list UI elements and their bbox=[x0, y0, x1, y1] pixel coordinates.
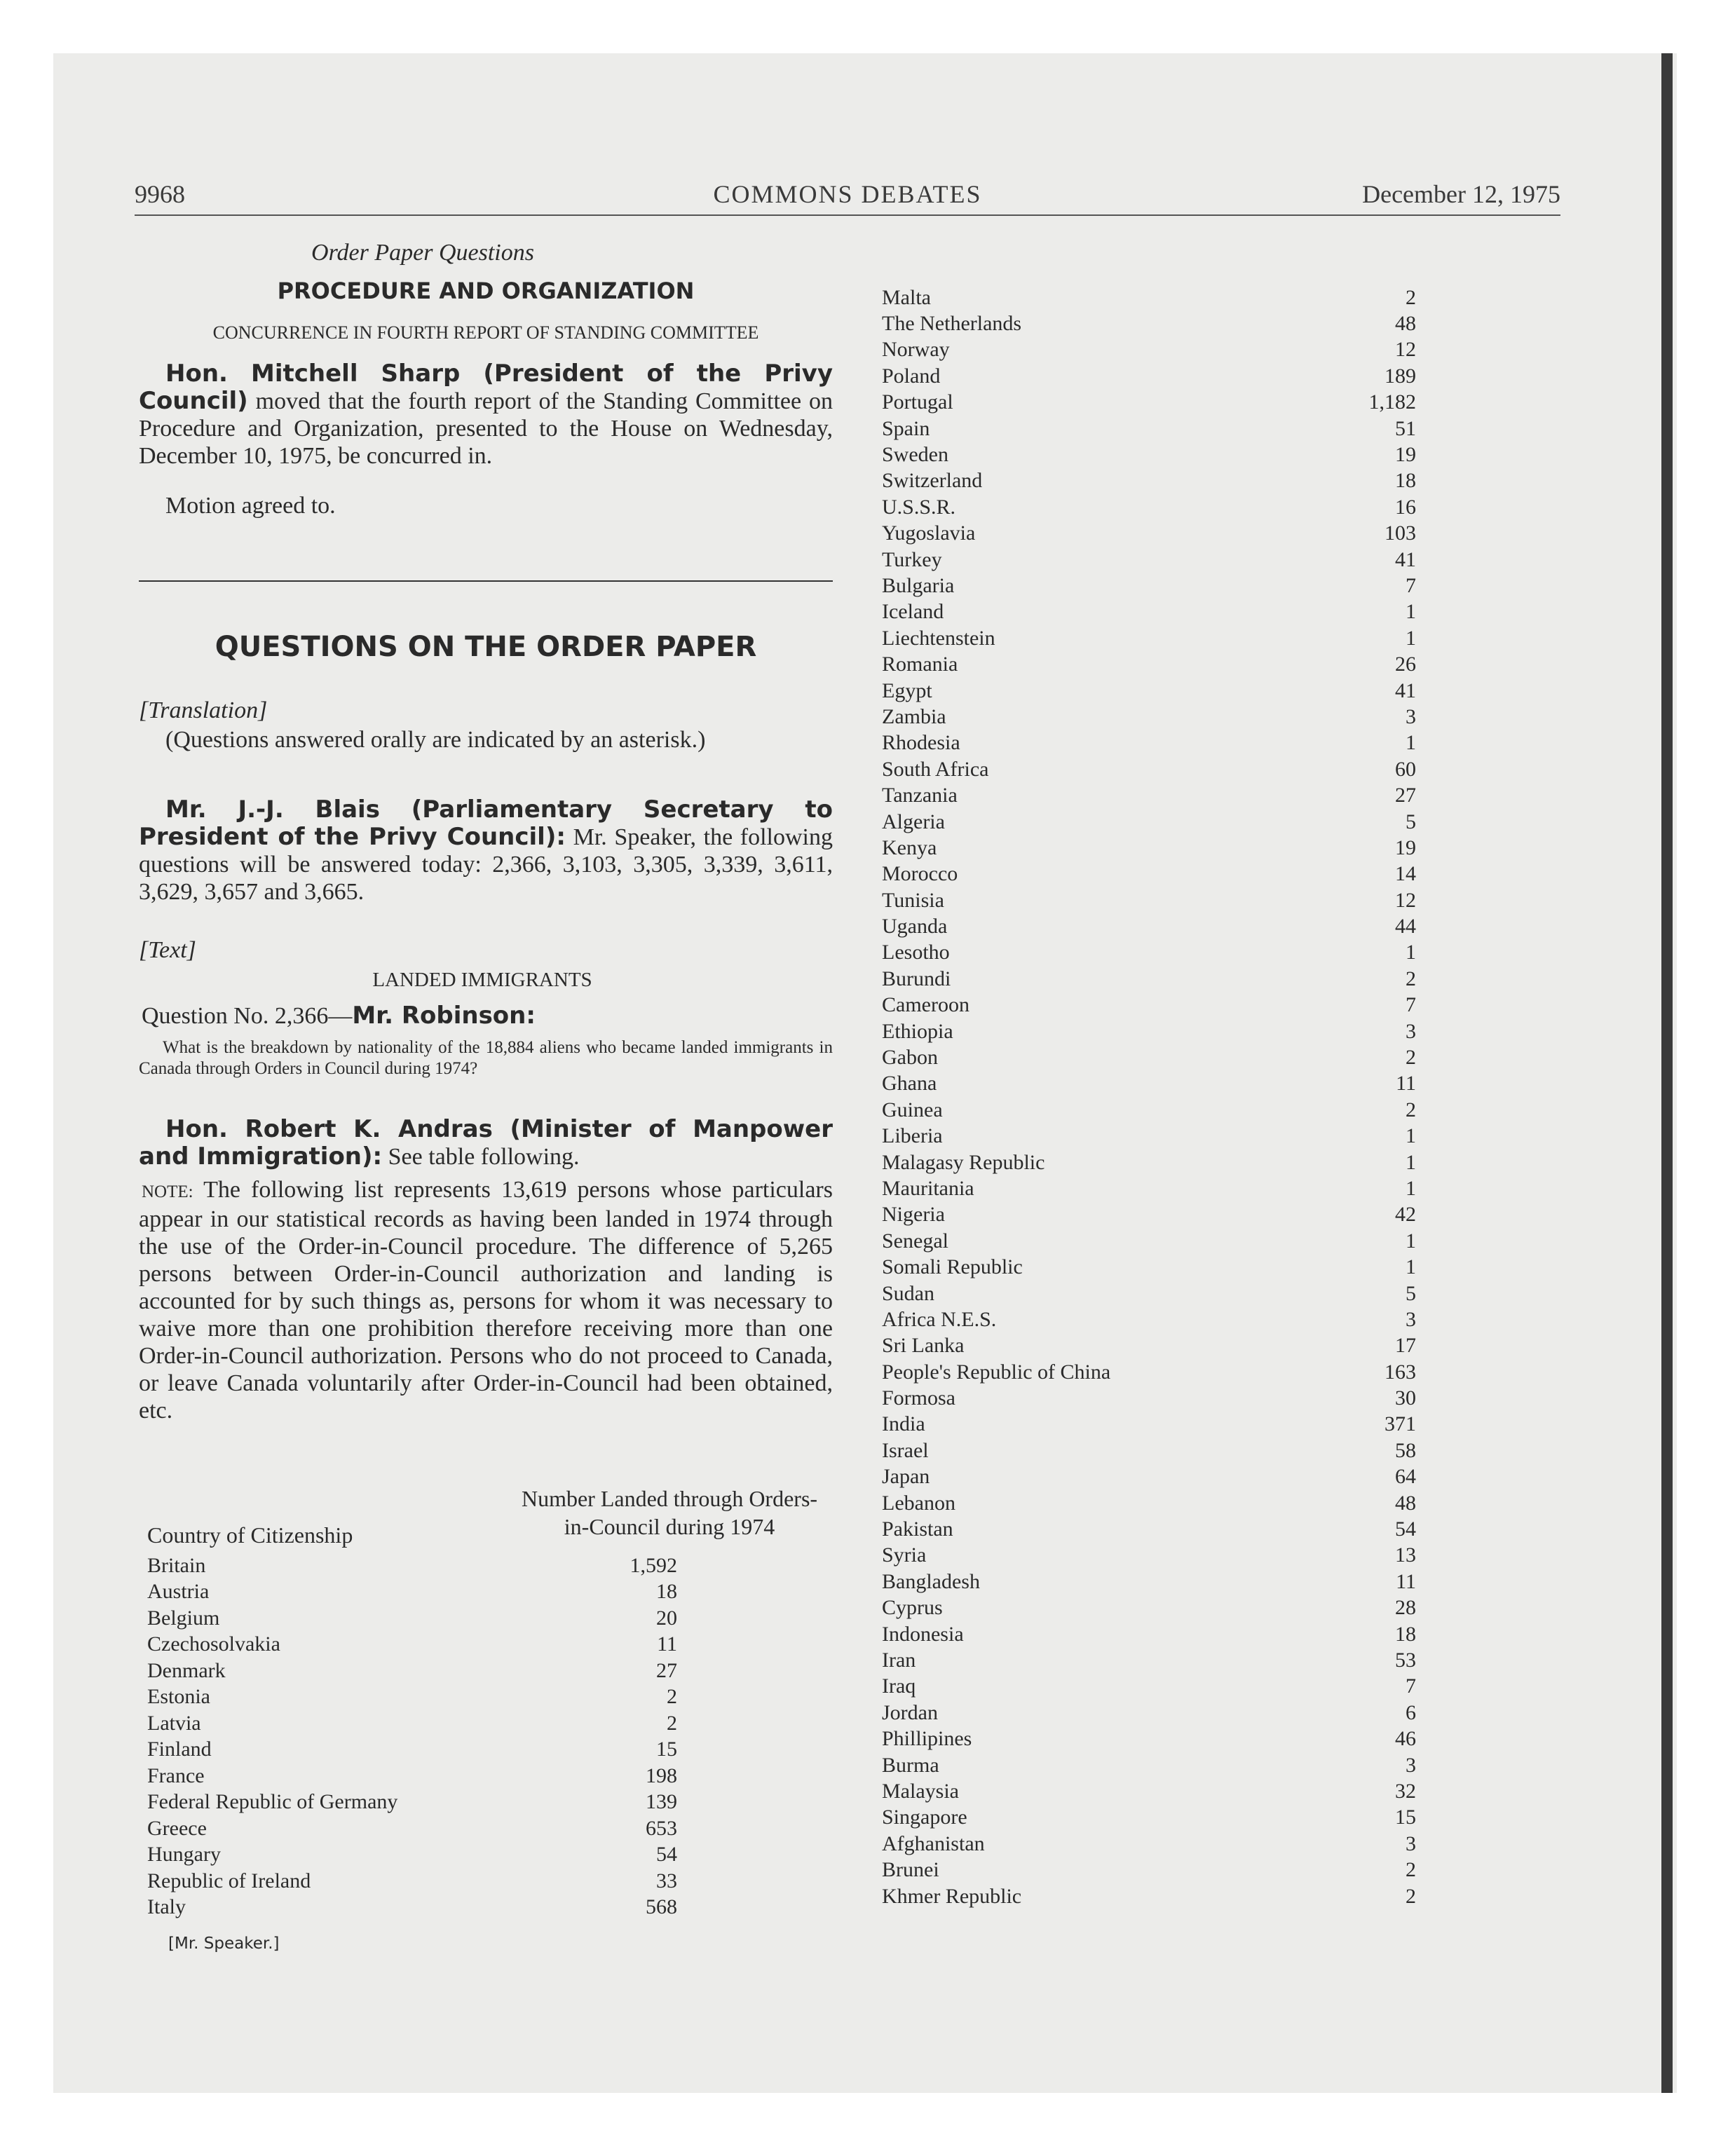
count-cell: 53 bbox=[1395, 1649, 1416, 1672]
country-cell: Liberia bbox=[882, 1124, 943, 1148]
count-cell: 163 bbox=[1384, 1360, 1416, 1384]
table-row bbox=[882, 285, 1416, 311]
table-row bbox=[882, 1700, 1416, 1726]
table-row bbox=[882, 1490, 1416, 1516]
asterisk-note: (Questions answered orally are indicated by an asterisk.) bbox=[165, 727, 706, 753]
publication-date: December 12, 1975 bbox=[1362, 180, 1560, 208]
table-row bbox=[882, 861, 1416, 887]
count-cell: 198 bbox=[646, 1763, 677, 1787]
country-cell: Poland bbox=[882, 364, 941, 388]
subsection-title: CONCURRENCE IN FOURTH REPORT OF STANDING COMMITTEE bbox=[212, 322, 759, 343]
table-row bbox=[882, 442, 1416, 468]
country-cell: Czechosolvakia bbox=[147, 1632, 280, 1656]
count-cell: 2 bbox=[1406, 1858, 1416, 1882]
country-cell: People's Republic of China bbox=[882, 1360, 1111, 1384]
count-cell: 54 bbox=[656, 1843, 677, 1867]
count-cell: 3 bbox=[1406, 1753, 1416, 1777]
country-cell: Norway bbox=[882, 338, 950, 362]
table-row bbox=[147, 1789, 677, 1816]
table-row bbox=[882, 992, 1416, 1018]
count-cell: 58 bbox=[1395, 1438, 1416, 1462]
table-row bbox=[882, 678, 1416, 704]
table-row bbox=[882, 1175, 1416, 1201]
motion-text: moved that the fourth report of the Standing Committee on Procedure and Organization, presented to the House on Wednesday, December 10, 1975, be concurred in. bbox=[139, 388, 833, 469]
count-cell: 12 bbox=[1395, 338, 1416, 362]
count-cell: 18 bbox=[1395, 1622, 1416, 1646]
count-cell: 14 bbox=[1395, 862, 1416, 886]
country-cell: Cyprus bbox=[882, 1596, 943, 1620]
count-cell: 41 bbox=[1395, 678, 1416, 702]
publication-title: COMMONS DEBATES bbox=[713, 180, 982, 208]
count-cell: 7 bbox=[1406, 1674, 1416, 1698]
table-row bbox=[882, 573, 1416, 599]
country-cell: Rhodesia bbox=[882, 731, 960, 755]
table-row bbox=[882, 1778, 1416, 1804]
count-cell: 1 bbox=[1406, 600, 1416, 624]
country-cell: Somali Republic bbox=[882, 1255, 1023, 1279]
table-row bbox=[882, 599, 1416, 625]
table-row bbox=[882, 730, 1416, 756]
table-row bbox=[882, 1018, 1416, 1044]
country-cell: Malta bbox=[882, 285, 931, 309]
count-cell: 139 bbox=[646, 1790, 677, 1814]
table-row bbox=[882, 337, 1416, 363]
country-cell: Ethiopia bbox=[882, 1019, 953, 1043]
table-row bbox=[882, 835, 1416, 861]
table-row bbox=[882, 1464, 1416, 1490]
table-row bbox=[882, 1621, 1416, 1647]
country-cell: Bangladesh bbox=[882, 1569, 980, 1593]
questions-title: QUESTIONS ON THE ORDER PAPER bbox=[215, 631, 757, 663]
table-row bbox=[147, 1579, 677, 1606]
count-cell: 1 bbox=[1406, 1176, 1416, 1200]
table-row bbox=[882, 1281, 1416, 1306]
table-row bbox=[882, 1543, 1416, 1569]
count-cell: 51 bbox=[1395, 416, 1416, 440]
country-cell: South Africa bbox=[882, 757, 989, 781]
country-cell: Greece bbox=[147, 1816, 207, 1840]
col2-header-line1: Number Landed through Orders- bbox=[521, 1486, 818, 1511]
count-cell: 3 bbox=[1406, 1307, 1416, 1331]
country-cell: Pakistan bbox=[882, 1517, 953, 1541]
count-cell: 11 bbox=[657, 1632, 677, 1656]
table-row bbox=[147, 1737, 677, 1763]
country-cell: Indonesia bbox=[882, 1622, 964, 1646]
country-cell: Cameroon bbox=[882, 993, 969, 1017]
country-cell: Portugal bbox=[882, 390, 953, 414]
speaker-name: Hon. Mitchell Sharp (President of the Privy Council) bbox=[139, 360, 833, 415]
country-cell: Nigeria bbox=[882, 1203, 945, 1227]
page-header bbox=[135, 179, 1560, 216]
count-cell: 1 bbox=[1406, 1255, 1416, 1279]
country-cell: Japan bbox=[882, 1465, 930, 1489]
table-row bbox=[147, 1895, 677, 1921]
table-row bbox=[882, 468, 1416, 494]
country-cell: Bulgaria bbox=[882, 573, 955, 597]
table-row bbox=[147, 1632, 677, 1658]
count-cell: 15 bbox=[1395, 1806, 1416, 1829]
count-cell: 7 bbox=[1406, 993, 1416, 1017]
table-row bbox=[882, 1438, 1416, 1464]
country-cell: Mauritania bbox=[882, 1176, 974, 1200]
country-cell: Denmark bbox=[147, 1658, 226, 1682]
table-row bbox=[147, 1842, 677, 1869]
table-row bbox=[882, 809, 1416, 835]
count-cell: 1 bbox=[1406, 731, 1416, 755]
table-row bbox=[882, 1857, 1416, 1883]
country-cell: Tunisia bbox=[882, 888, 944, 912]
table-row bbox=[882, 782, 1416, 808]
table-row bbox=[882, 416, 1416, 442]
table-row bbox=[147, 1605, 677, 1632]
note-text: The following list represents 13,619 persons whose particulars appear in our statistical records as having been landed in 1974 through the use of the Order-in-Council procedure. The difference of 5,265 persons between Order-in-Council authorization and landing is accounted for by such things as, persons for whom it was necessary to waive more than one prohibition therefore receiving more than one Order-in-Council authorization. Persons who do not proceed to Canada, or leave Canada voluntarily after Order-in-Council had been obtained, etc. bbox=[139, 1177, 833, 1424]
col2-header-line2: in-Council during 1974 bbox=[564, 1514, 775, 1539]
count-cell: 33 bbox=[656, 1869, 677, 1892]
answer-text: See table following. bbox=[382, 1144, 580, 1170]
table-row bbox=[882, 1359, 1416, 1385]
table-row bbox=[882, 1385, 1416, 1411]
country-cell: Senegal bbox=[882, 1229, 948, 1253]
country-cell: U.S.S.R. bbox=[882, 495, 956, 519]
country-cell: Burundi bbox=[882, 967, 951, 990]
count-cell: 30 bbox=[1395, 1386, 1416, 1410]
count-cell: 48 bbox=[1395, 312, 1416, 336]
country-cell: Yugoslavia bbox=[882, 521, 976, 545]
count-cell: 27 bbox=[656, 1658, 677, 1682]
country-cell: Italy bbox=[147, 1895, 186, 1919]
table-row bbox=[882, 1726, 1416, 1752]
country-cell: The Netherlands bbox=[882, 312, 1022, 336]
country-cell: Latvia bbox=[147, 1711, 201, 1735]
table-row bbox=[882, 1306, 1416, 1332]
count-cell: 1 bbox=[1406, 1229, 1416, 1253]
count-cell: 2 bbox=[667, 1711, 677, 1735]
topic-title: LANDED IMMIGRANTS bbox=[372, 969, 592, 991]
binding-edge bbox=[1661, 53, 1673, 2093]
country-cell: Singapore bbox=[882, 1806, 967, 1829]
table-row bbox=[882, 756, 1416, 782]
country-cell: Gabon bbox=[882, 1046, 938, 1070]
country-cell: Morocco bbox=[882, 862, 958, 886]
country-cell: Switzerland bbox=[882, 469, 983, 493]
table-row bbox=[882, 1149, 1416, 1175]
table-row bbox=[882, 1831, 1416, 1857]
country-cell: Hungary bbox=[147, 1843, 221, 1867]
table-row bbox=[882, 1647, 1416, 1673]
table-row bbox=[882, 1228, 1416, 1254]
table-row bbox=[882, 390, 1416, 416]
table-row bbox=[882, 1569, 1416, 1595]
table-row bbox=[882, 1516, 1416, 1542]
count-cell: 18 bbox=[1395, 469, 1416, 493]
table-col1-header: Country of Citizenship bbox=[147, 1522, 353, 1548]
country-cell: France bbox=[147, 1763, 205, 1787]
count-cell: 15 bbox=[656, 1738, 677, 1761]
table-row bbox=[882, 887, 1416, 913]
table-row bbox=[882, 966, 1416, 992]
country-cell: Zambia bbox=[882, 704, 946, 728]
table-row bbox=[882, 1883, 1416, 1909]
count-cell: 13 bbox=[1395, 1543, 1416, 1567]
count-cell: 2 bbox=[667, 1685, 677, 1709]
table-row bbox=[882, 940, 1416, 966]
question-line bbox=[139, 1002, 833, 1030]
answer-paragraph bbox=[139, 1116, 833, 1171]
count-cell: 653 bbox=[646, 1816, 677, 1840]
note-label: NOTE: bbox=[142, 1182, 193, 1201]
footer-speaker-tag: [Mr. Speaker.] bbox=[168, 1935, 280, 1953]
table-row bbox=[882, 1202, 1416, 1228]
table-row bbox=[882, 521, 1416, 547]
count-cell: 17 bbox=[1395, 1334, 1416, 1358]
count-cell: 5 bbox=[1406, 810, 1416, 833]
table-row bbox=[147, 1710, 677, 1737]
table-row bbox=[882, 1333, 1416, 1359]
country-cell: Federal Republic of Germany bbox=[147, 1790, 398, 1814]
country-cell: Sri Lanka bbox=[882, 1334, 965, 1358]
count-cell: 1 bbox=[1406, 1150, 1416, 1174]
table-row bbox=[147, 1815, 677, 1842]
count-cell: 16 bbox=[1395, 495, 1416, 519]
country-cell: Burma bbox=[882, 1753, 939, 1777]
country-cell: Belgium bbox=[147, 1606, 220, 1630]
country-cell: Finland bbox=[147, 1738, 212, 1761]
count-cell: 12 bbox=[1395, 888, 1416, 912]
table-row bbox=[882, 363, 1416, 389]
count-cell: 64 bbox=[1395, 1465, 1416, 1489]
speaker-name: Hon. Robert K. Andras (Minister of Manpower and Immigration): bbox=[139, 1115, 833, 1171]
country-cell: Liechtenstein bbox=[882, 626, 995, 650]
table-row bbox=[147, 1684, 677, 1711]
text-tag: [Text] bbox=[139, 937, 196, 963]
count-cell: 60 bbox=[1395, 757, 1416, 781]
table-row bbox=[882, 1595, 1416, 1621]
country-cell: Ghana bbox=[882, 1072, 937, 1096]
table-row bbox=[882, 1674, 1416, 1700]
country-cell: India bbox=[882, 1412, 925, 1436]
count-cell: 2 bbox=[1406, 1098, 1416, 1121]
country-cell: Brunei bbox=[882, 1858, 939, 1882]
count-cell: 3 bbox=[1406, 1831, 1416, 1855]
country-cell: Egypt bbox=[882, 678, 932, 702]
note-paragraph bbox=[139, 1176, 833, 1424]
country-cell: Iran bbox=[882, 1649, 916, 1672]
table-row bbox=[882, 625, 1416, 651]
country-cell: Syria bbox=[882, 1543, 927, 1567]
table-row bbox=[882, 1412, 1416, 1438]
country-cell: Malagasy Republic bbox=[882, 1150, 1045, 1174]
count-cell: 1,182 bbox=[1368, 390, 1416, 414]
country-cell: Sudan bbox=[882, 1281, 934, 1305]
table-col2-header bbox=[491, 1485, 848, 1541]
count-cell: 27 bbox=[1395, 784, 1416, 807]
country-cell: Guinea bbox=[882, 1098, 943, 1121]
count-cell: 3 bbox=[1406, 704, 1416, 728]
country-cell: Khmer Republic bbox=[882, 1884, 1022, 1908]
questioner: Mr. Robinson: bbox=[352, 1002, 536, 1030]
count-cell: 2 bbox=[1406, 285, 1416, 309]
country-cell: Kenya bbox=[882, 835, 937, 859]
table-row bbox=[882, 1254, 1416, 1280]
table-row bbox=[882, 547, 1416, 573]
table-row bbox=[882, 1044, 1416, 1070]
country-cell: Romania bbox=[882, 653, 958, 676]
count-cell: 371 bbox=[1384, 1412, 1416, 1436]
country-cell: Sweden bbox=[882, 443, 948, 467]
country-cell: Africa N.E.S. bbox=[882, 1307, 997, 1331]
blais-paragraph bbox=[139, 796, 833, 906]
count-cell: 189 bbox=[1384, 364, 1416, 388]
motion-result: Motion agreed to. bbox=[165, 493, 336, 519]
country-cell: Phillipines bbox=[882, 1727, 972, 1751]
count-cell: 11 bbox=[1396, 1072, 1416, 1096]
table-row bbox=[882, 1124, 1416, 1149]
count-cell: 19 bbox=[1395, 835, 1416, 859]
count-cell: 46 bbox=[1395, 1727, 1416, 1751]
count-cell: 41 bbox=[1395, 547, 1416, 571]
count-cell: 32 bbox=[1395, 1779, 1416, 1803]
count-cell: 44 bbox=[1395, 915, 1416, 939]
country-cell: Afghanistan bbox=[882, 1831, 985, 1855]
count-cell: 1 bbox=[1406, 1124, 1416, 1148]
count-cell: 1 bbox=[1406, 626, 1416, 650]
table-row bbox=[147, 1553, 677, 1579]
count-cell: 28 bbox=[1395, 1596, 1416, 1620]
country-cell: Algeria bbox=[882, 810, 945, 833]
country-cell: Israel bbox=[882, 1438, 929, 1462]
country-cell: Iceland bbox=[882, 600, 944, 624]
table-row bbox=[882, 1071, 1416, 1097]
translation-tag: [Translation] bbox=[139, 697, 268, 723]
table-row bbox=[882, 1752, 1416, 1778]
speaker-name: Mr. J.-J. Blais (Parliamentary Secretary to President of the Privy Council): bbox=[139, 796, 833, 851]
count-cell: 20 bbox=[656, 1606, 677, 1630]
sharp-motion-paragraph bbox=[139, 360, 833, 470]
count-cell: 3 bbox=[1406, 1019, 1416, 1043]
table-row bbox=[882, 1097, 1416, 1123]
page-number: 9968 bbox=[135, 180, 185, 208]
table-row bbox=[882, 311, 1416, 336]
count-cell: 42 bbox=[1395, 1203, 1416, 1227]
count-cell: 26 bbox=[1395, 653, 1416, 676]
country-cell: Turkey bbox=[882, 547, 942, 571]
table-row bbox=[882, 913, 1416, 939]
country-cell: Jordan bbox=[882, 1700, 938, 1724]
count-cell: 2 bbox=[1406, 1046, 1416, 1070]
country-cell: Tanzania bbox=[882, 784, 958, 807]
table-row bbox=[882, 651, 1416, 677]
count-cell: 7 bbox=[1406, 573, 1416, 597]
section-title: PROCEDURE AND ORGANIZATION bbox=[277, 278, 695, 304]
count-cell: 19 bbox=[1395, 443, 1416, 467]
country-cell: Lebanon bbox=[882, 1491, 955, 1515]
table-row bbox=[147, 1868, 677, 1895]
count-cell: 1,592 bbox=[630, 1553, 677, 1577]
country-cell: Republic of Ireland bbox=[147, 1869, 311, 1892]
count-cell: 568 bbox=[646, 1895, 677, 1919]
country-cell: Uganda bbox=[882, 915, 948, 939]
section-subtitle: Order Paper Questions bbox=[311, 240, 534, 266]
country-cell: Spain bbox=[882, 416, 930, 440]
country-cell: Estonia bbox=[147, 1685, 210, 1709]
question-number: Question No. 2,366— bbox=[142, 1003, 353, 1029]
count-cell: 1 bbox=[1406, 941, 1416, 964]
table-row bbox=[147, 1763, 677, 1789]
section-divider bbox=[139, 580, 833, 582]
count-cell: 2 bbox=[1406, 967, 1416, 990]
country-cell: Austria bbox=[147, 1580, 210, 1604]
count-cell: 2 bbox=[1406, 1884, 1416, 1908]
table-row bbox=[147, 1658, 677, 1684]
count-cell: 54 bbox=[1395, 1517, 1416, 1541]
count-cell: 48 bbox=[1395, 1491, 1416, 1515]
blais-text: Mr. Speaker, the following questions will be answered today: 2,366, 3,103, 3,305, 3,339, 3,611, 3,629, 3,657 and 3,665. bbox=[139, 824, 834, 905]
table-row bbox=[882, 1805, 1416, 1831]
country-cell: Britain bbox=[147, 1553, 206, 1577]
country-cell: Formosa bbox=[882, 1386, 955, 1410]
count-cell: 103 bbox=[1384, 521, 1416, 545]
count-cell: 6 bbox=[1406, 1700, 1416, 1724]
table-row bbox=[882, 494, 1416, 520]
question-text: What is the breakdown by nationality of the 18,884 aliens who became landed immigrants in Canada through Orders in Council during 1974? bbox=[139, 1038, 833, 1078]
country-cell: Malaysia bbox=[882, 1779, 959, 1803]
count-cell: 11 bbox=[1396, 1569, 1416, 1593]
right-immigrant-table bbox=[882, 285, 1416, 1909]
country-cell: Lesotho bbox=[882, 941, 950, 964]
count-cell: 18 bbox=[656, 1580, 677, 1604]
count-cell: 5 bbox=[1406, 1281, 1416, 1305]
country-cell: Iraq bbox=[882, 1674, 916, 1698]
left-immigrant-table bbox=[147, 1553, 677, 1920]
table-row bbox=[882, 704, 1416, 730]
